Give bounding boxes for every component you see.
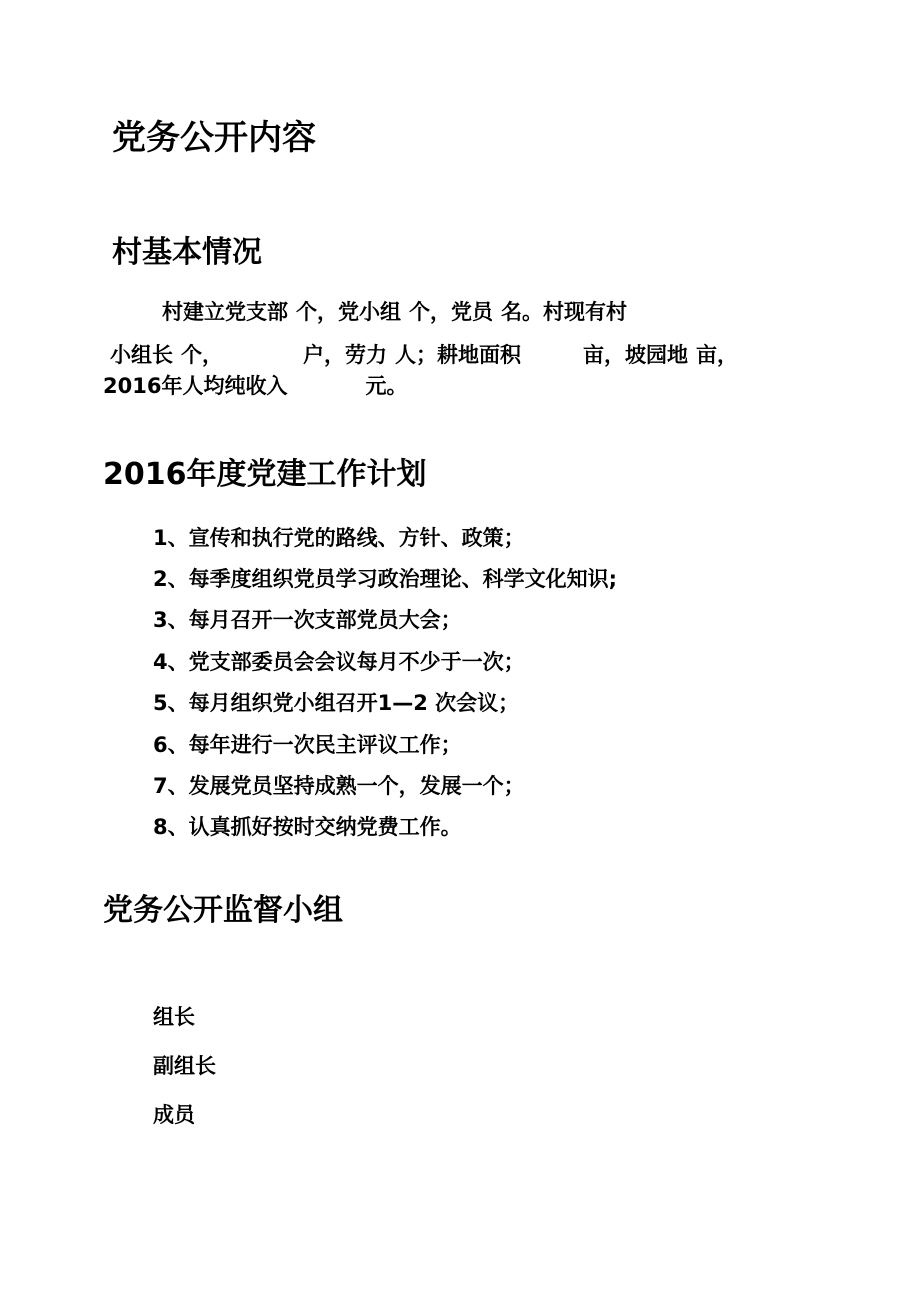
basic-info-text: 元。: [365, 374, 408, 398]
basic-info-text: 个，党员: [409, 300, 493, 324]
basic-info-line-1: [162, 302, 627, 323]
basic-info-text: 名。村现有村: [501, 300, 627, 324]
plan-item-5: 5、每月组织党小组召开1—2 次会议；: [153, 691, 520, 715]
plan-item-4: 4、党支部委员会会议每月不少于一次；: [153, 650, 525, 674]
basic-info-text: 亩，: [696, 343, 738, 367]
role-deputy-leader: 副组长: [153, 1054, 216, 1078]
plan-item-2: 2、每季度组织党员学习政治理论、科学文化知识;: [153, 567, 618, 591]
basic-info-text: 人；耕地面积: [395, 343, 521, 367]
basic-info-line-2: [110, 345, 738, 366]
plan-item-3: 3、每月召开一次支部党员大会；: [153, 608, 462, 632]
role-leader: 组长: [153, 1005, 195, 1029]
basic-info-text: 个，党小组: [296, 300, 401, 324]
section-heading-supervision: 党务公开监督小组: [103, 893, 343, 928]
basic-info-text: 小组长: [110, 343, 173, 367]
basic-info-text: 村建立党支部: [162, 300, 288, 324]
basic-info-text: 户，劳力: [303, 343, 387, 367]
basic-info-text: 2016年人均纯收入: [103, 374, 288, 398]
basic-info-text: 个，: [181, 343, 223, 367]
role-member: 成员: [153, 1103, 195, 1127]
plan-item-8: 8、认真抓好按时交纳党费工作。: [153, 815, 462, 839]
page-title: 党务公开内容: [112, 118, 316, 158]
section-heading-basic-info: 村基本情况: [112, 235, 262, 270]
basic-info-text: 亩，坡园地: [583, 343, 688, 367]
basic-info-line-3: [103, 376, 407, 397]
plan-item-6: 6、每年进行一次民主评议工作；: [153, 733, 462, 757]
plan-item-1: 1、宣传和执行党的路线、方针、政策；: [153, 526, 525, 550]
plan-item-7: 7、发展党员坚持成熟一个，发展一个；: [153, 774, 525, 798]
section-heading-work-plan: 2016年度党建工作计划: [103, 457, 427, 492]
